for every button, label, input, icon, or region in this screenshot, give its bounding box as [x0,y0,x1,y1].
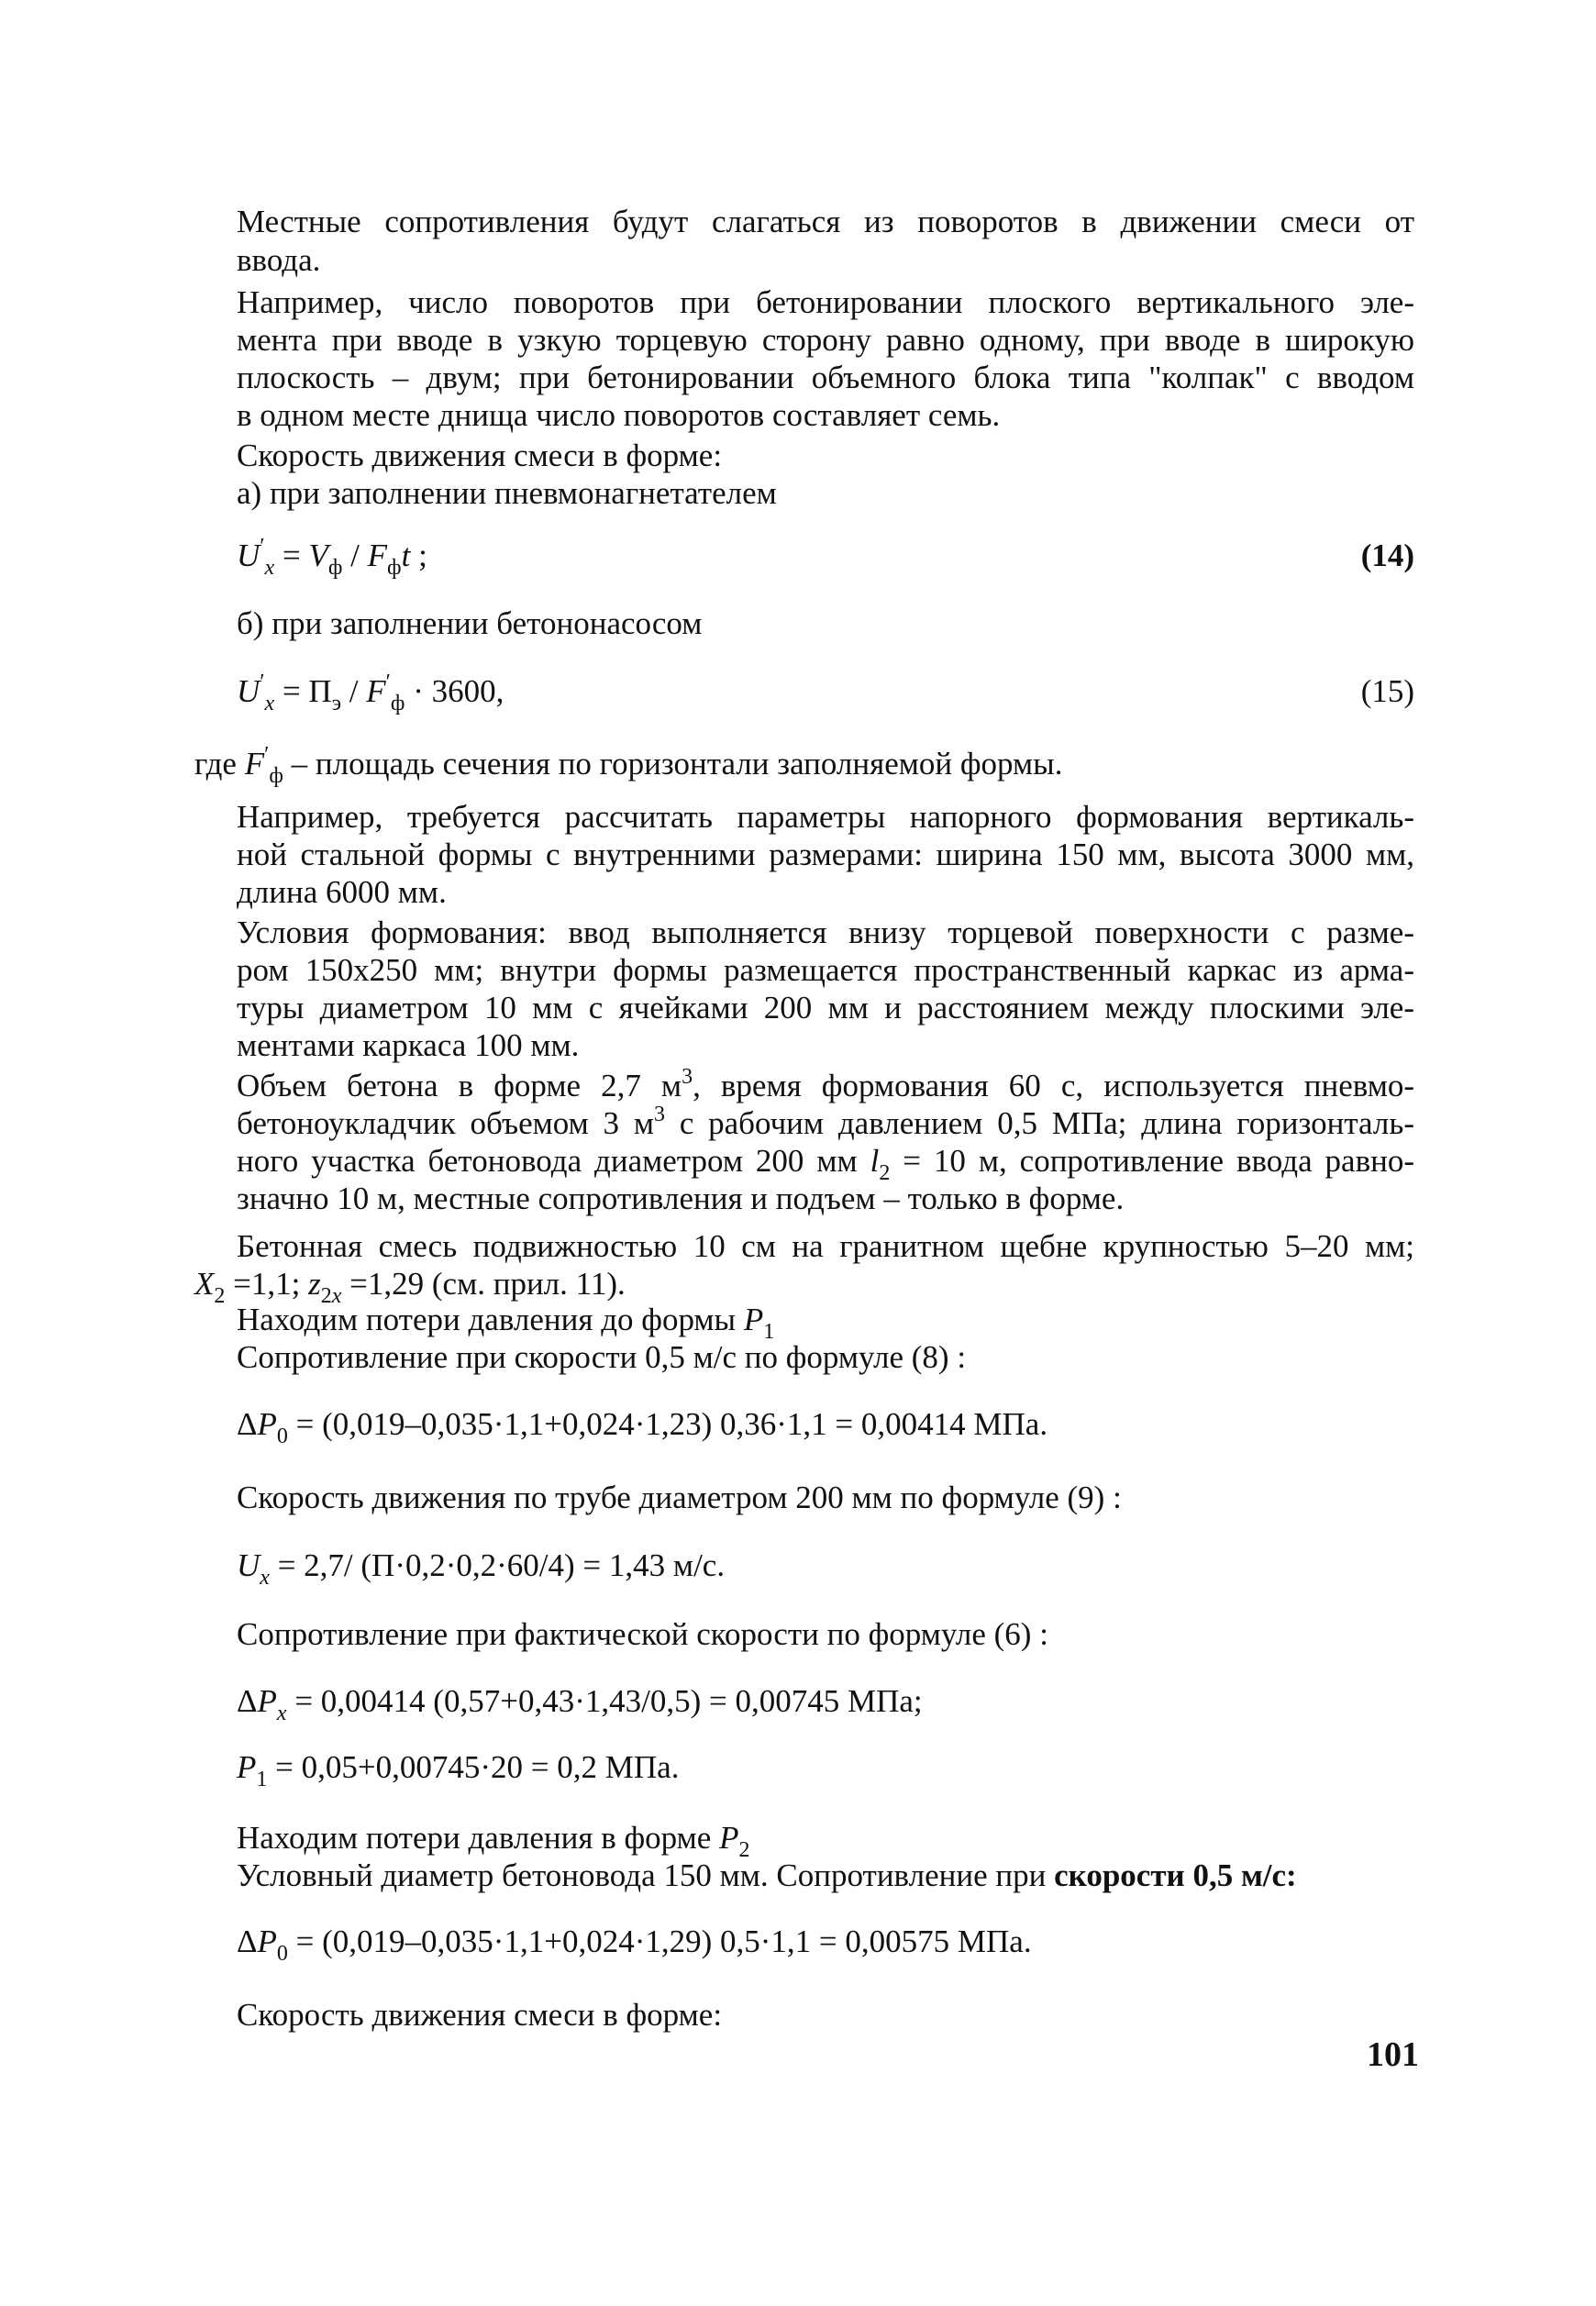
paragraph-line: Условный диаметр бетоновода 150 мм. Сопротивление при скорости 0,5 м/с: [237,1857,1297,1893]
paragraph-line: туры диаметром 10 мм с ячейками 200 мм и расстоянием между плоскими эле- [237,990,1414,1026]
equation-dp0-b: $\Delta P_0 = (0,019-0,035\cdot 1,1+0,024\cdot 1,29) 0,5\cdot 1,1 = 0,00575$ МПа. [237,1924,1032,1966]
paragraph-line: ром 150х250 мм; внутри формы размещается пространственный каркас из арма- [237,952,1414,988]
paragraph-line: длина 6000 мм. [237,874,447,910]
equation-number: (14) [1360,538,1414,573]
paragraph-line: Объем бетона в форме 2,7 $м^3$, время формования 60 с, используется пневмо- [237,1065,1414,1103]
paragraph-line: Условия формования: ввод выполняется внизу торцевой поверхности с разме- [237,915,1414,950]
paragraph-line: значно 10 м, местные сопротивления и подъем – только в форме. [237,1181,1125,1216]
paragraph-line: $X_2 =1,1$; $z_{2x} =1,29$ (см. прил. 11). [194,1266,626,1308]
paragraph-line: ввода. [237,242,321,278]
list-item-b: б) при заполнении бетононасосом [237,605,703,641]
paragraph-line: ной стальной формы с внутренними размерами: ширина 150 мм, высота 3000 мм, [237,837,1414,872]
page-number: 101 [1367,2035,1419,2074]
list-item-a: а) при заполнении пневмонагнетателем [237,475,777,511]
equation-dpx: $\Delta P_x = 0,00414$ (0,57+0,43·1,43/0,5) = 0,00745 МПа; [237,1683,923,1725]
paragraph-line: Сопротивление при скорости 0,5 м/с по формуле (8) : [237,1339,967,1375]
paragraph-line: мента при вводе в узкую торцевую сторону равно одному, при вводе в широкую [237,322,1414,358]
paragraph-line: ментами каркаса 100 мм. [237,1027,580,1063]
paragraph-line: Скорость движения смеси в форме: [237,438,723,473]
paragraph-line: бетоноукладчик объемом 3 $м^3$ с рабочим давлением 0,5 МПа; длина горизонталь- [237,1103,1414,1141]
equation-p1: $P_1 = 0,05+0,00745\cdot 20 = 0,2$ МПа. [237,1749,680,1791]
equation-text: · 3600, [413,673,504,709]
paragraph-line: ного участка бетоновода диаметром 200 мм $l_2 = 10$ м, сопротивление ввода равно- [237,1143,1414,1185]
paragraph-line: плоскость – двум; при бетонировании объемного блока типа "колпак" с вводом [237,360,1414,395]
paragraph-line: Местные сопротивления будут слагаться из поворотов в движении смеси от [237,204,1414,239]
paragraph-line: в одном месте днища число поворотов составляет семь. [237,397,1001,433]
paragraph-line: Скорость движения смеси в форме: [237,1997,723,2033]
paragraph-line: Сопротивление при фактической скорости по формуле (6) : [237,1616,1048,1652]
equation-ux: $U_x = 2,7/$ (П·0,2·0,2·60/4) = 1,43 м/с. [237,1547,726,1590]
paragraph-line: Бетонная смесь подвижностью 10 см на гранитном щебне крупностью 5–20 мм; [237,1228,1414,1264]
definition-text: – площадь сечения по горизонтали заполняемой формы. [291,746,1063,782]
equation-14: $U'_x = V_ф / F_фt$ ; (14) [237,535,1414,580]
paragraph-line: Например, число поворотов при бетонировании плоского вертикального эле- [237,284,1414,320]
equation-number: (15) [1360,673,1414,709]
paragraph-line: Например, требуется рассчитать параметры напорного формования вертикаль- [237,799,1414,835]
paragraph-line: Скорость движения по трубе диаметром 200 мм по формуле (9) : [237,1480,1122,1515]
definition-line: где $F'_ф$ – площадь сечения по горизонтали заполняемой формы. [194,743,1063,788]
equation-15: $U'_x = П_э / F'_ф \cdot 3600$, (15) [237,671,1414,715]
paragraph-line: Находим потери давления до формы $P_1$ [237,1302,775,1344]
paragraph-line: Находим потери давления в форме $P_2$ [237,1820,750,1862]
equation-dp0-a: $\Delta P_0 = (0,019-0,035\cdot 1,1+0,024\cdot 1,23) 0,36\cdot 1,1 = 0,00414$ МПа. [237,1406,1048,1448]
